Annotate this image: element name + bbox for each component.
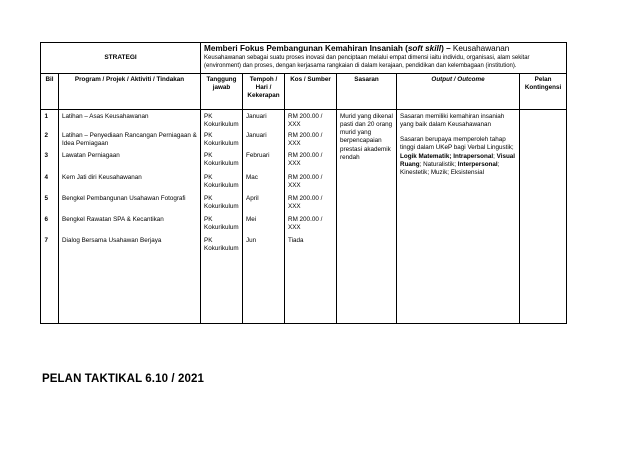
row-program: Lawatan Perniagaan xyxy=(62,151,120,159)
kos-column xyxy=(285,109,337,323)
row-bil: 4 xyxy=(44,173,48,181)
program-column xyxy=(59,109,201,323)
strategy-description: Keusahawanan sebagai suatu proses inovasi dan penciptaan melalui empat dimensi iaitu individu, organisasi, alam sekitar (environment) dan proses, dengan kerjasama rangkaian di dalam kerajaan, pendidikan dan kelembagaan (institution). xyxy=(204,55,530,70)
header-program: Program / Projek / Aktiviti / Tindakan xyxy=(59,73,201,109)
row-kos: RM 200.00 / XXX xyxy=(288,151,323,168)
row-tanggung-jawab: PK Kokurikulum xyxy=(204,236,239,253)
row-program: Latihan – Asas Keusahawanan xyxy=(62,112,149,120)
header-output: Output / Outcome xyxy=(397,73,520,109)
row-tempoh: Januari xyxy=(246,112,267,120)
row-tempoh: Mac xyxy=(246,173,258,181)
row-program: Bengkel Rawatan SPA & Kecantikan xyxy=(62,215,164,223)
row-bil: 7 xyxy=(44,236,48,244)
row-program: Kem Jati diri Keusahawanan xyxy=(62,173,142,181)
row-tempoh: Januari xyxy=(246,131,267,139)
row-tanggung-jawab: PK Kokurikulum xyxy=(204,112,239,129)
row-kos: Tiada xyxy=(288,236,304,244)
row-tanggung-jawab: PK Kokurikulum xyxy=(204,151,239,168)
activities-row xyxy=(41,109,567,323)
pelan-kontingensi-column xyxy=(520,109,567,323)
row-tanggung-jawab: PK Kokurikulum xyxy=(204,173,239,190)
header-tanggung-jawab: Tanggung jawab xyxy=(201,73,243,109)
row-bil: 2 xyxy=(44,131,48,139)
row-kos: RM 200.00 / XXX xyxy=(288,194,323,211)
row-program: Latihan – Penyediaan Rancangan Perniagaan & Idea Perniagaan xyxy=(62,131,197,148)
strategy-focus-title: Memberi Fokus Pembangunan Kemahiran Insaniah (soft skill) – Keusahawanan xyxy=(204,44,510,53)
row-kos: RM 200.00 / XXX xyxy=(288,112,323,129)
header-sasaran: Sasaran xyxy=(337,73,397,109)
row-tempoh: Mei xyxy=(246,215,257,223)
output-text xyxy=(400,113,517,177)
tanggung-column xyxy=(201,109,243,323)
header-kos-sumber: Kos / Sumber xyxy=(285,73,337,109)
row-bil: 1 xyxy=(44,112,48,120)
row-tempoh: Jun xyxy=(246,236,257,244)
row-tanggung-jawab: PK Kokurikulum xyxy=(204,194,239,211)
output-para-1: Sasaran memiliki kemahiran insaniah yang baik dalam Keusahawanan xyxy=(400,112,505,129)
row-bil: 5 xyxy=(44,194,48,202)
row-tempoh: Februari xyxy=(246,151,270,159)
output-para-2: Sasaran berupaya memperoleh tahap tinggi dalam UKeP bagi Verbal Lingustik; Logik Matematik; Intrapersonal; Visual Ruang; Naturalistik; Interpersonal; Kinestetik; Muzik; Eksistensial xyxy=(400,136,516,176)
strategy-focus-cell xyxy=(201,43,567,74)
sasaran-text: Murid yang dikenal pasti dan 20 orang murid yang berpencapaian prestasi akademik rendah xyxy=(340,112,393,161)
header-bil: Bil xyxy=(41,73,59,109)
row-kos: RM 200.00 / XXX xyxy=(288,173,323,190)
sasaran-column xyxy=(337,109,397,323)
row-kos: RM 200.00 / XXX xyxy=(288,131,323,148)
row-tanggung-jawab: PK Kokurikulum xyxy=(204,215,239,232)
row-tanggung-jawab: PK Kokurikulum xyxy=(204,131,239,148)
header-tempoh: Tempoh / Hari / Kekerapan xyxy=(243,73,285,109)
row-program: Bengkel Pembangunan Usahawan Fotografi xyxy=(62,194,186,202)
column-header-row xyxy=(41,73,567,109)
plan-title: PELAN TAKTIKAL 6.10 / 2021 xyxy=(42,373,204,385)
tactical-plan-table xyxy=(40,42,567,324)
row-kos: RM 200.00 / XXX xyxy=(288,215,323,232)
header-pelan-kontingensi: Pelan Kontingensi xyxy=(520,73,567,109)
bil-column xyxy=(41,109,59,323)
strategy-row xyxy=(41,43,567,74)
row-program: Dialog Bersama Usahawan Berjaya xyxy=(62,236,162,244)
tempoh-column xyxy=(243,109,285,323)
row-tempoh: April xyxy=(246,194,259,202)
strategy-label: STRATEGI xyxy=(41,43,201,74)
output-column xyxy=(397,109,520,323)
row-bil: 6 xyxy=(44,215,48,223)
row-bil: 3 xyxy=(44,151,48,159)
